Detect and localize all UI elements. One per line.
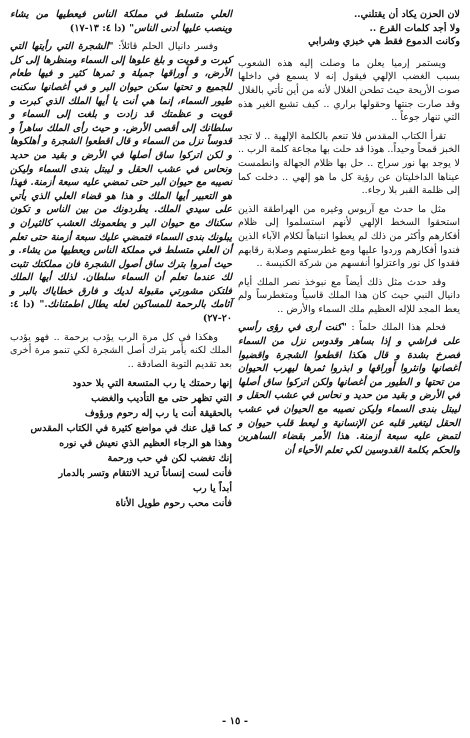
poem-line: إنها رحمتك يا رب المتسعة التي بلا حدود <box>72 378 232 390</box>
poem-bottom <box>10 376 232 511</box>
scripture-reference: (دا ٤: ١٣-١٧) <box>69 22 130 34</box>
poem-line: أبداً يا رب <box>193 483 232 495</box>
scripture-quote: "كنت أرى في رؤى رأسي على فراشي و إذا بساهر وقدوس نزل من السماء فصرخ بشدة و قال هكذا اقطعوا الشجرة واقضبوا أغصانها وانثروا أوراقها و ابذروا ثمرها ليهرب الحيوان من تحتها و الطيور من أغصانها ولكن اتركوا ساق أصلها في الأرض و بقيد من حديد و نحاس في عشب الحقل و ليبتل بندى السماء وليكن نصيبه مع الحيوان في عشب الحقل ليتغير قلبه عن الإنسانية و ليعط قلب حيوان و لتمض عليه سبعة أزمنة. هذا الأمر بقضاء الساهرين والحكم بكلمة القدوسين لكي تعلم الأحياء أن <box>238 322 460 456</box>
poem-line: إنك تغضب لكن في حب ورحمة <box>107 453 232 465</box>
paragraph: ويستمر إرميا يعلن ما وصلت إليه هذه الشعوب بسبب الغضب الإلهي فيقول إنه لا يسمع في داخلها صوت الأريحة حيث تطحن الغلال لأنه من أين تأتي بالغلال وقد صارت جنتها وحقولها براري .. كيف تشبع الغير هذه التي تنهار جوعاً .. <box>237 57 460 124</box>
paragraph: وقد حدث مثل ذلك أيضاً مع نبوخذ نصر الملك أيام دانيال النبي حيث كان هذا الملك قاسياً ومتغطرساً ولم يعط المجد للإله العظيم ملك السماء والأرض .. <box>238 276 460 315</box>
page-number: - ١٥ - <box>221 716 249 727</box>
right-column <box>238 8 460 462</box>
poem-top <box>238 8 460 49</box>
poem-line: فأنت محب رحوم طويل الأناة <box>115 498 232 510</box>
scripture-reference: (دا ٤: ٢٠-٢٧) <box>10 299 232 325</box>
poem-line: ولا أجد كلمات القرع .. <box>369 22 460 34</box>
paragraph-lead: وفسر دانيال الحلم قائلاً: <box>113 41 218 53</box>
paragraph-lead: فحلم هذا الملك حلماً : <box>346 322 446 334</box>
scripture-quote: العلي متسلط في مملكة الناس فيعطيها من يشاء وينصب عليها أدنى الناس" <box>10 9 232 34</box>
poem-line: لان الحزن يكاد أن يقتلني.. <box>353 9 460 20</box>
paragraph <box>238 321 460 457</box>
paragraph <box>10 8 232 35</box>
poem-line: بالحقيقة أنت يا رب إله رحوم ورؤوف <box>84 408 232 420</box>
poem-line: كما قيل عنك في مواضع كثيرة في الكتاب المقدس <box>30 423 232 435</box>
poem-line: فأنت لست إنساناً تريد الانتقام وتسر بالدمار <box>58 468 232 480</box>
paragraph: مثل ما حدث مع آريوس وغيره من الهراطقة الذين استحقوا السخط الإلهي لأنهم استسلموا إلى ظلام أفكارهم وأكثر من ذلك لم يعطوا انتباهاً لكلام الآباء الذين فندوا أفكارهم وردوا عليها ومع غطرستهم وصلابة رقابهم فقدوا كل نور واعتزلوا أنفسهم من شركة الكنيسة .. <box>238 203 460 270</box>
poem-line: التي تظهر حتى مع التأديب والغضب <box>91 393 232 405</box>
poem-line: وهذا هو الرجاء العظيم الذي نعيش في نوره <box>59 438 232 450</box>
paragraph: وهكذا في كل مرة الرب يؤدب برحمة .. فهو يؤدب الملك لكنه يأمر بترك أصل الشجرة لكي تنمو مرة أخرى بعد تقديم التوبة الصادقة .. <box>10 331 232 370</box>
scripture-quote: "الشجرة التي رأيتها التي كبرت و قويت و بلغ علوها إلى السماء ومنظرها إلى كل الأرض، و أوراقها جميلة و ثمرها كثير و فيها طعام للجميع و تحتها سكن حيوان البر و في أغصانها سكنت طيور السماء، إنما هي أنت يا أيها الملك الذي كبرت و قويت و عظمتك قد زادت و بلغت إلى السماء و سلطانك إلى أقصى الأرض. و حيث رأى الملك ساهراً و قدوساً نزل من السماء و قال اقطعوا الشجرة و أهلكوها و لكن اتركوا ساق أصلها في الأرض و بقيد من حديد ونحاس في عشب الحقل و ليبتل بندى السماء وليكن نصيبه مع حيوان البر حتى تمضي عليه سبعة أزمنة. فهذا هو التعبير أيها الملك و هذا هو قضاء العلي الذي يأتي على سيدي الملك. يطردونك من بين الناس و تكون سكناك مع حيوان البر و يطعمونك العشب كالثيران و يبلونك بندى السماء فتمضي عليك سبعة أزمنة حتى تعلم أن العلي متسلط في مملكة الناس ويعطيها من يشاء. و حيث أمروا بترك ساق أصول الشجرة فان مملكتك تثبت لك عندما تعلم أن السماء سلطان. لذلك أيها الملك فلتكن مشورتي مقبولة لديك و فارق خطاياك بالبر و آثامك بالرحمة للمساكين لعله يطال اطمئنانك." <box>10 41 232 311</box>
left-column <box>10 8 232 519</box>
paragraph: تقرأ الكتاب المقدس فلا تنعم بالكلمة الإلهية .. لا تجد الخبز قمحاً وحيداً.. هوذا قد حلت بها مجاعة كلمة الرب .. لا يوجد بها نور سراج .. حل بها ظلام الجهالة وانطمست عيناها الداخليتان عن رؤية كل ما هو إلهي .. دخلت كما إلى ظلمة القبر بلا رجاء.. <box>238 130 460 197</box>
paragraph <box>10 40 232 325</box>
poem-line: وكانت الدموع فقط هي خبزي وشرابي <box>308 36 460 48</box>
